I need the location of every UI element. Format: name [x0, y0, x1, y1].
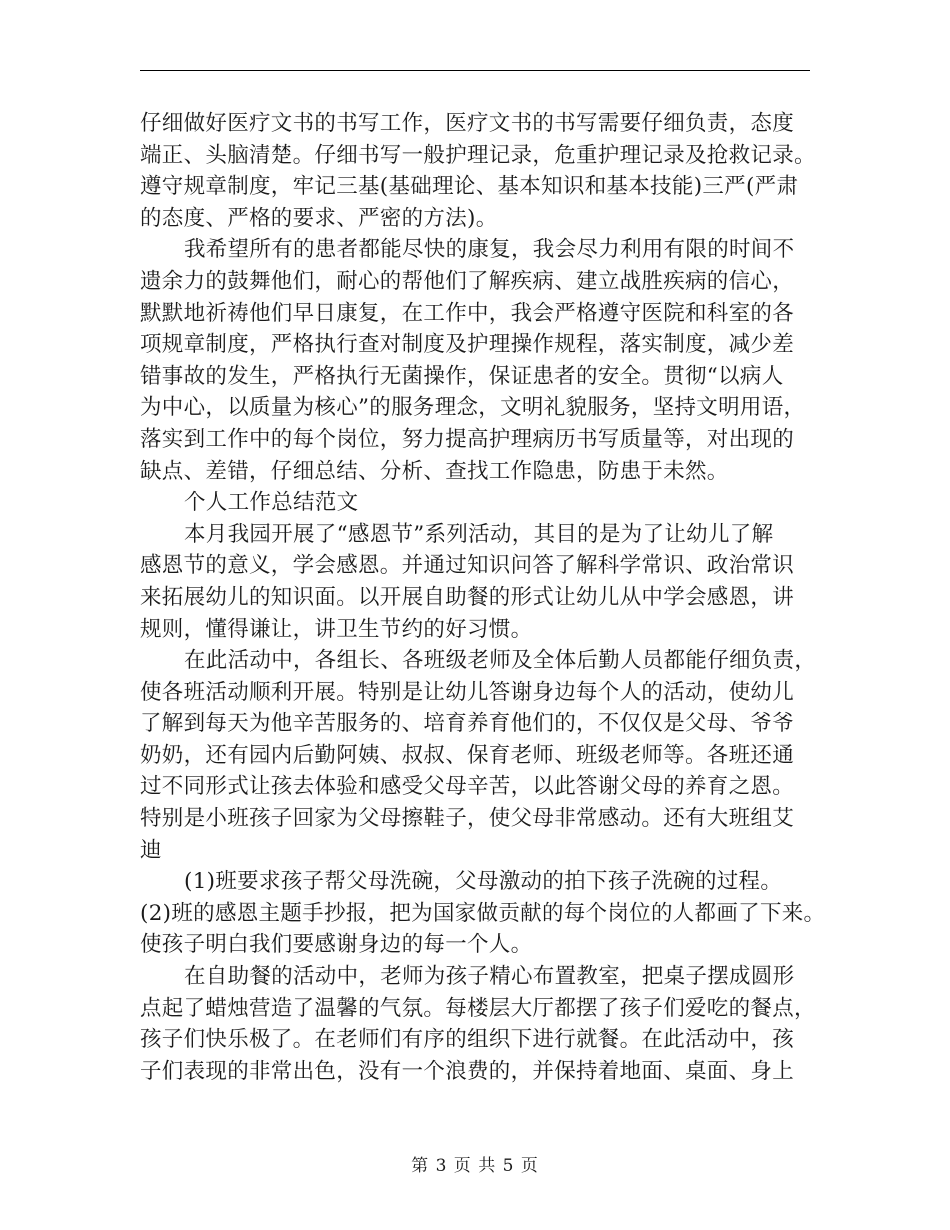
header-rule — [140, 70, 810, 71]
text-line: 来拓展幼儿的知识面。以开展自助餐的形式让幼儿从中学会感恩，讲 — [140, 584, 795, 610]
text-line: 感恩节的意义，学会感恩。并通过知识问答了解科学常识、政治常识 — [140, 553, 795, 579]
text-line: (2)班的感恩主题手抄报，把为国家做贡献的每个岗位的人都画了下来。 — [140, 900, 826, 926]
text-line: 为中心，以质量为核心”的服务理念，文明礼貌服务，坚持文明用语， — [140, 395, 806, 421]
text-line: 的态度、严格的要求、严密的方法)。 — [140, 205, 498, 231]
text-line: 过不同形式让孩去体验和感受父母辛苦，以此答谢父母的养育之恩。 — [140, 774, 795, 800]
text-line: 默默地祈祷他们早日康复，在工作中，我会严格遵守医院和科室的各 — [140, 300, 795, 326]
text-line: 了解到每天为他辛苦服务的、培育养育他们的，不仅仅是父母、爷爷 — [140, 711, 795, 737]
text-line: 遵守规章制度，牢记三基(基础理论、基本知识和基本技能)三严(严肃 — [140, 174, 799, 200]
text-line: 缺点、差错，仔细总结、分析、查找工作隐患，防患于未然。 — [140, 458, 729, 484]
page-footer: 第 3 页 共 5 页 — [411, 1156, 539, 1176]
text-line: 本月我园开展了“感恩节”系列活动，其目的是为了让幼儿了解 — [184, 521, 774, 547]
text-line: 仔细做好医疗文书的书写工作，医疗文书的书写需要仔细负责，态度 — [140, 111, 795, 136]
text-line: 个人工作总结范文 — [184, 490, 359, 516]
text-line: 使孩子明白我们要感谢身边的每一个人。 — [140, 932, 533, 958]
text-line: 在自助餐的活动中，老师为孩子精心布置教室，把桌子摆成圆形 — [184, 964, 795, 990]
text-line: (1)班要求孩子帮父母洗碗，父母激动的拍下孩子洗碗的过程。 — [184, 869, 783, 895]
text-line: 错事故的发生，严格执行无菌操作，保证患者的安全。贯彻“以病人 — [140, 363, 784, 389]
text-line: 项规章制度，严格执行查对制度及护理操作规程，落实制度，减少差 — [140, 332, 795, 358]
text-line: 孩子们快乐极了。在老师们有序的组织下进行就餐。在此活动中，孩 — [140, 1027, 795, 1053]
text-line: 迪 — [140, 837, 162, 863]
document-body — [140, 108, 826, 1087]
text-line: 在此活动中，各组长、各班级老师及全体后勤人员都能仔细负责， — [184, 648, 817, 674]
text-line: 遗余力的鼓舞他们，耐心的帮他们了解疾病、建立战胜疾病的信心， — [140, 268, 795, 294]
text-line: 落实到工作中的每个岗位，努力提高护理病历书写质量等，对出现的 — [140, 426, 795, 452]
text-line: 使各班活动顺利开展。特别是让幼儿答谢身边每个人的活动，使幼儿 — [140, 679, 795, 705]
text-line: 端正、头脑清楚。仔细书写一般护理记录，危重护理记录及抢救记录。 — [140, 142, 816, 168]
text-line: 特别是小班孩子回家为父母擦鞋子，使父母非常感动。还有大班组艾 — [140, 806, 795, 832]
text-line: 奶奶，还有园内后勤阿姨、叔叔、保育老师、班级老师等。各班还通 — [140, 742, 795, 768]
text-line: 点起了蜡烛营造了温馨的气氛。每楼层大厅都摆了孩子们爱吃的餐点， — [140, 995, 816, 1021]
text-line: 我希望所有的患者都能尽快的康复，我会尽力利用有限的时间不 — [184, 237, 795, 263]
text-line: 规则，懂得谦让，讲卫生节约的好习惯。 — [140, 616, 533, 642]
text-line: 子们表现的非常出色，没有一个浪费的，并保持着地面、桌面、身上 — [140, 1058, 795, 1084]
